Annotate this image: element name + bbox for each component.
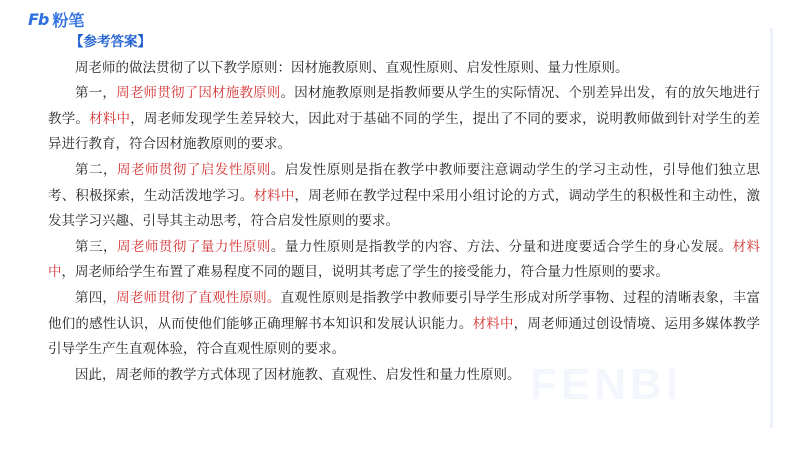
paragraph-1 [48, 81, 760, 158]
material-label: 材料中 [48, 238, 761, 281]
paragraph-body: ，周老师给学生布置了难易程度不同的题目，说明其考虑了学生的接受能力，符合量力性原则的要求。 [61, 264, 669, 281]
principle-highlight: 周老师贯彻了启发性原则 [116, 161, 271, 178]
watermark: FENBI [530, 360, 682, 409]
principle-highlight: 周老师贯彻了直观性原则。 [116, 289, 281, 306]
paragraph-prefix: 第一， [75, 85, 117, 102]
paragraph-4 [48, 286, 760, 363]
paragraph-prefix: 第四， [75, 289, 117, 306]
paragraph-prefix: 第三， [75, 238, 117, 255]
paragraph-prefix: 第二， [75, 161, 117, 178]
paragraph-body: ，周老师在教学过程中采用小组讨论的方式，调动学生的积极性和主动性，激发其学习兴趣、引导其主动思考，符合启发性原则的要求。 [48, 187, 761, 230]
material-label: 材料中 [472, 315, 514, 332]
paragraph-body: 直观性原则是指教学中教师要引导学生形成对所学事物、过程的清晰表象，丰富他们的感性认识，从而使他们能够正确理解书本知识和发展认识能力。 [48, 289, 761, 332]
brand-logo [28, 8, 84, 31]
answer-content [48, 30, 760, 388]
paragraph-body: ，周老师发现学生差异较大，因此对于基础不同的学生，提出了不同的要求，说明教师做到针对学生的差异进行教育，符合因材施教原则的要求。 [48, 110, 761, 153]
paragraph-body: ，周老师通过创设情境、运用多媒体教学引导学生产生直观体验，符合直观性原则的要求。 [48, 315, 761, 358]
decorative-bar [770, 28, 773, 428]
paragraph-body: 。因材施教原则是指教师要从学生的实际情况、个别差异出发，有的放矢地进行教学。 [48, 85, 761, 127]
brand-name: 粉笔 [52, 11, 85, 30]
principle-highlight: 周老师贯彻了量力性原则 [116, 238, 271, 255]
paragraph-body: 。启发性原则是指在教学中教师要注意调动学生的学习主动性，引导他们独立思考、积极探索，生动活泼地学习。 [48, 161, 761, 204]
paragraph-2 [48, 158, 760, 235]
principle-highlight: 周老师贯彻了因材施教原则 [116, 85, 281, 102]
fenbi-logo-icon: Fb [28, 10, 49, 29]
conclusion-paragraph: 因此，周老师的教学方式体现了因材施教、直观性、启发性和量力性原则。 [75, 366, 521, 383]
material-label: 材料中 [89, 110, 131, 127]
paragraph-body: 。量力性原则是指教学的内容、方法、分量和进度要适合学生的身心发展。 [270, 238, 733, 255]
intro-paragraph: 周老师的做法贯彻了以下教学原则：因材施教原则、直观性原则、启发性原则、量力性原则。 [75, 59, 629, 76]
answer-heading: 【参考答案】 [70, 34, 151, 50]
paragraph-3 [48, 235, 760, 286]
material-label: 材料中 [253, 187, 295, 204]
